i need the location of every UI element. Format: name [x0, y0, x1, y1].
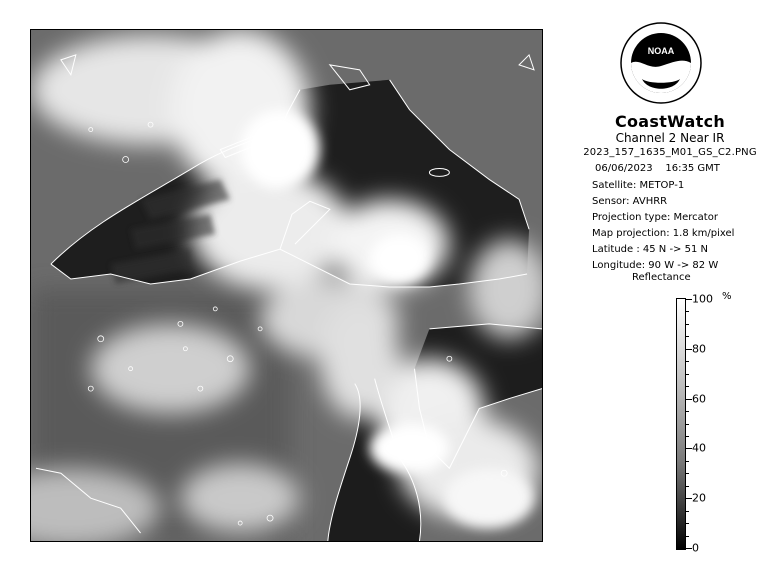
colorbar-tick — [686, 523, 689, 524]
satellite-label: Satellite: METOP-1 — [592, 180, 685, 191]
colorbar-unit: % — [722, 291, 732, 302]
longitude-label: Longitude: 90 W -> 82 W — [592, 260, 719, 271]
image-filename: 2023_157_1635_M01_GS_C2.PNG — [583, 147, 757, 158]
colorbar-tick — [686, 411, 689, 412]
colorbar-tick-label: 20 — [692, 491, 706, 505]
colorbar-tick — [686, 436, 689, 437]
satellite-map — [30, 29, 543, 542]
colorbar-tick — [686, 336, 689, 337]
colorbar-tick — [686, 374, 689, 375]
acquisition-time: 16:35 GMT — [665, 163, 720, 174]
logo-text: NOAA — [647, 46, 675, 56]
colorbar-tick — [686, 311, 689, 312]
colorbar-tick — [686, 324, 689, 325]
acquisition-datetime — [595, 163, 720, 174]
colorbar-tick-label: 40 — [692, 441, 706, 455]
colorbar-tick-label: 60 — [692, 392, 706, 406]
colorbar-tick — [686, 386, 689, 387]
colorbar-tick-label: 80 — [692, 342, 706, 356]
brand-title: CoastWatch — [614, 112, 726, 131]
projection-type-label: Projection type: Mercator — [592, 212, 718, 223]
colorbar-tick — [686, 536, 689, 537]
colorbar-tick — [686, 424, 689, 425]
satellite-imagery — [31, 30, 542, 541]
colorbar-tick — [686, 361, 689, 362]
colorbar-title: Reflectance — [632, 272, 691, 283]
sensor-label: Sensor: AVHRR — [592, 196, 668, 207]
channel-subtitle: Channel 2 Near IR — [615, 131, 725, 145]
colorbar-tick — [686, 486, 689, 487]
noaa-logo — [620, 22, 702, 104]
map-projection-label: Map projection: 1.8 km/pixel — [592, 228, 735, 239]
noaa-seal-icon — [620, 22, 702, 104]
colorbar-tick — [686, 461, 689, 462]
colorbar-tick-label: 0 — [692, 541, 699, 555]
colorbar-tick-label: 100 — [692, 292, 713, 306]
colorbar-tick — [686, 473, 689, 474]
latitude-label: Latitude : 45 N -> 51 N — [592, 244, 708, 255]
acquisition-date: 06/06/2023 — [595, 163, 653, 174]
colorbar — [676, 298, 686, 550]
colorbar-tick — [686, 511, 689, 512]
